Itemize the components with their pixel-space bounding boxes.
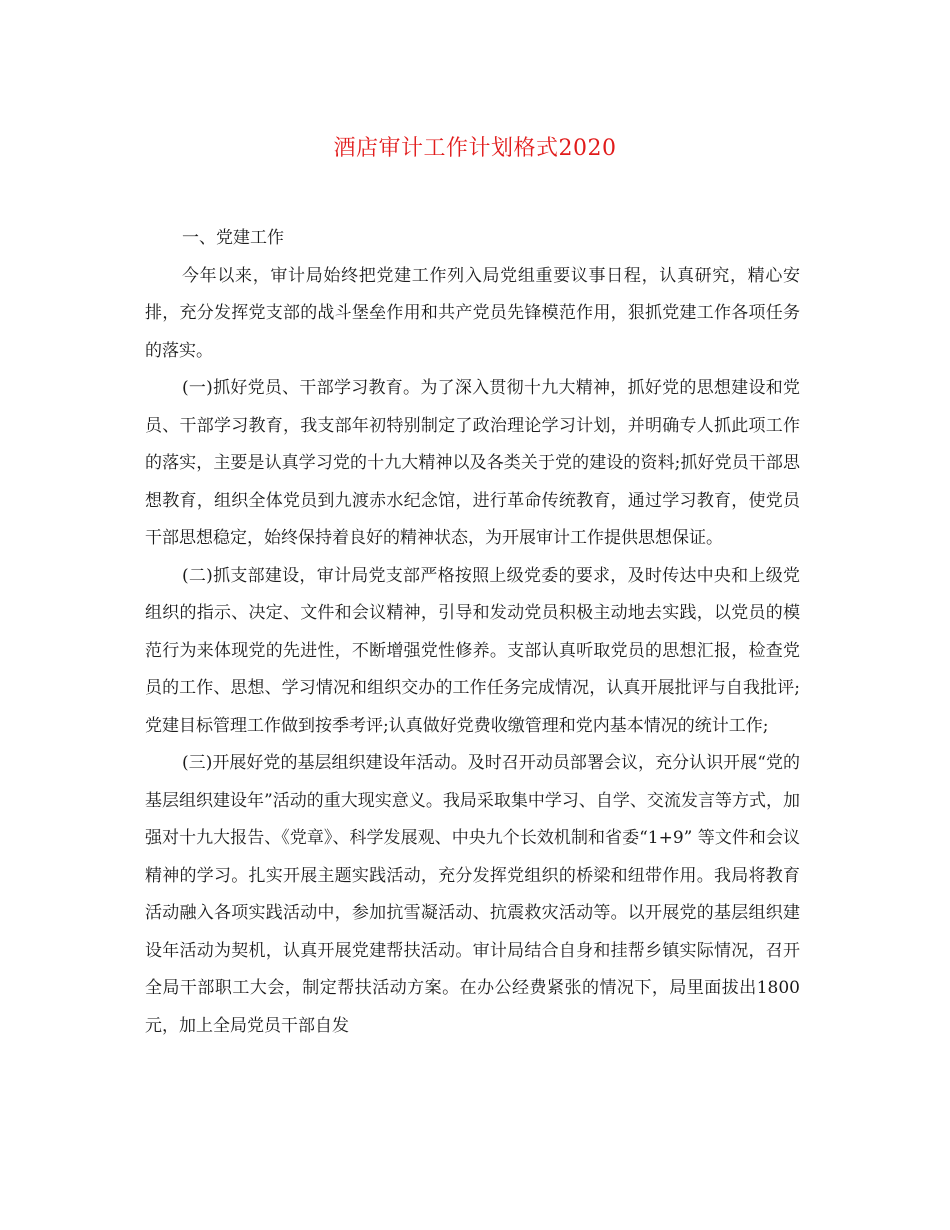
paragraph-grassroots-year: (三)开展好党的基层组织建设年活动。及时召开动员部署会议，充分认识开展“党的基层组织建设年”活动的重大现实意义。我局采取集中学习、自学、交流发言等方式，加强对十九大报告、《党章》、科学发展观、中央九个长效机制和省委“1+9” 等文件和会议精神的学习。扎实开展主题实践活动，充分发挥党组织的桥梁和纽带作用。我局将教育活动融入各项实践活动中，参加抗雪凝活动、抗震救灾活动等。以开展党的基层组织建设年活动为契机，认真开展党建帮扶活动。审计局结合自身和挂帮乡镇实际情况，召开全局干部职工大会，制定帮扶活动方案。在办公经费紧张的情况下，局里面拔出1800元，加上全局党员干部自发 <box>145 753 800 1036</box>
paragraph-study-education: (一)抓好党员、干部学习教育。为了深入贯彻十九大精神，抓好党的思想建设和党员、干部学习教育，我支部年初特别制定了政治理论学习计划，并明确专人抓此项工作的落实，主要是认真学习党的十九大精神以及各类关于党的建设的资料;抓好党员干部思想教育，组织全体党员到九渡赤水纪念馆，进行革命传统教育，通过学习教育，使党员干部思想稳定，始终保持着良好的精神状态，为开展审计工作提供思想保证。 <box>145 378 800 548</box>
document-body <box>145 220 800 1045</box>
paragraph-intro: 今年以来，审计局始终把党建工作列入局党组重要议事日程，认真研究，精心安排，充分发挥党支部的战斗堡垒作用和共产党员先锋模范作用，狠抓党建工作各项任务的落实。 <box>145 265 800 361</box>
paragraph-branch-building: (二)抓支部建设，审计局党支部严格按照上级党委的要求，及时传达中央和上级党组织的指示、决定、文件和会议精神，引导和发动党员积极主动地去实践，以党员的模范行为来体现党的先进性，不断增强党性修养。支部认真听取党员的思想汇报，检查党员的工作、思想、学习情况和组织交办的工作任务完成情况，认真开展批评与自我批评;党建目标管理工作做到按季考评;认真做好党费收缴管理和党内基本情况的统计工作; <box>145 565 800 736</box>
section-heading: 一、党建工作 <box>182 228 284 248</box>
document-title: 酒店审计工作计划格式2020 <box>333 136 617 161</box>
